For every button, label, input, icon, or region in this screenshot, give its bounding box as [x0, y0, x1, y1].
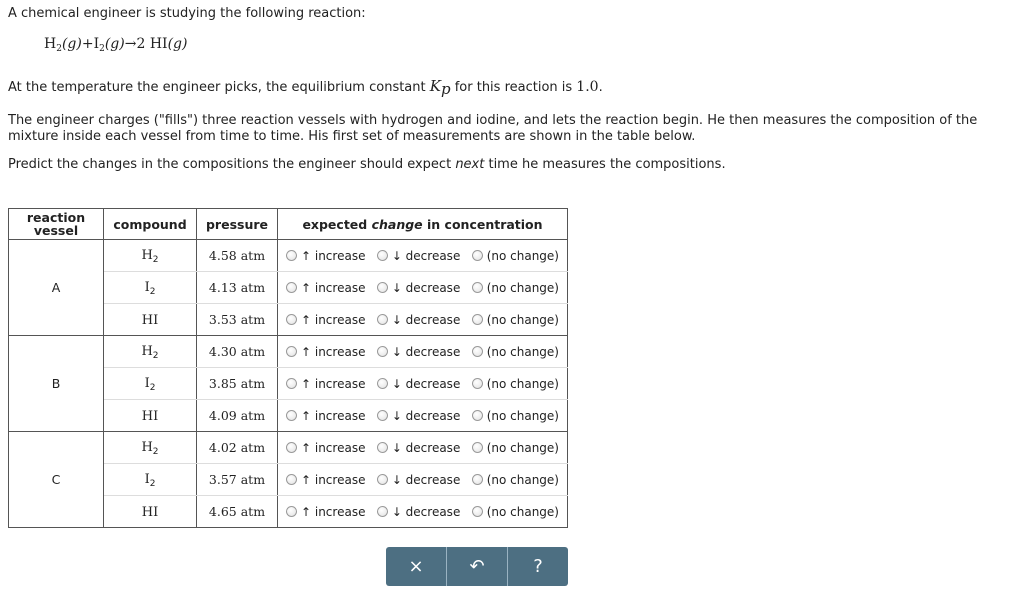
radio-button[interactable] — [377, 410, 388, 421]
equilibrium-constant-text: At the temperature the engineer picks, the equilibrium constant $K_p$ for this reaction is 1.0. — [8, 77, 603, 98]
radio-button[interactable] — [377, 378, 388, 389]
radio-button[interactable] — [472, 314, 483, 325]
compound-cell: $H_2$ — [104, 336, 197, 368]
header-expected-change: expected change in concentration — [278, 209, 568, 240]
no-change-option[interactable]: (no change) — [472, 473, 559, 487]
no-change-option[interactable]: (no change) — [472, 441, 559, 455]
compound-cell: $H_2$ — [104, 240, 197, 272]
no-change-option[interactable]: (no change) — [472, 313, 559, 327]
predict-instruction: Predict the changes in the compositions the engineer should expect next time he measures the compositions. — [8, 157, 726, 172]
table-row — [9, 432, 568, 464]
kp-symbol: K — [429, 77, 441, 95]
radio-button[interactable] — [472, 346, 483, 357]
change-options — [278, 432, 568, 464]
vessel-label: B — [9, 336, 104, 432]
clear-button[interactable]: × — [408, 556, 424, 577]
pressure-cell: 3.57 atm — [197, 464, 278, 496]
intro-text: A chemical engineer is studying the following reaction: — [8, 6, 366, 21]
reaction-equation: $H_2(g)+I_2(g)\to 2$ HI(g) — [44, 36, 188, 54]
vessel-label: C — [9, 432, 104, 528]
change-options — [278, 336, 568, 368]
decrease-option[interactable]: ↓ decrease — [377, 473, 461, 487]
radio-button[interactable] — [472, 410, 483, 421]
pressure-cell: 4.09 atm — [197, 400, 278, 432]
change-options — [278, 272, 568, 304]
radio-button[interactable] — [286, 378, 297, 389]
increase-option[interactable]: ↑ increase — [286, 409, 365, 423]
pressure-cell: 4.65 atm — [197, 496, 278, 528]
help-button[interactable]: ? — [507, 547, 568, 586]
radio-button[interactable] — [286, 474, 297, 485]
increase-option[interactable]: ↑ increase — [286, 313, 365, 327]
change-options — [278, 368, 568, 400]
increase-option[interactable]: ↑ increase — [286, 345, 365, 359]
increase-option[interactable]: ↑ increase — [286, 441, 365, 455]
increase-option[interactable]: ↑ increase — [286, 505, 365, 519]
answer-toolbar — [386, 547, 568, 586]
header-compound: compound — [104, 209, 197, 240]
compound-cell: HI — [104, 400, 197, 432]
decrease-option[interactable]: ↓ decrease — [377, 409, 461, 423]
compound-cell: HI — [104, 496, 197, 528]
header-reaction-vessel: reaction vessel — [9, 209, 104, 240]
increase-option[interactable]: ↑ increase — [286, 473, 365, 487]
decrease-option[interactable]: ↓ decrease — [377, 313, 461, 327]
no-change-option[interactable]: (no change) — [472, 409, 559, 423]
pressure-cell: 3.53 atm — [197, 304, 278, 336]
radio-button[interactable] — [472, 282, 483, 293]
change-options — [278, 240, 568, 272]
radio-button[interactable] — [377, 282, 388, 293]
increase-option[interactable]: ↑ increase — [286, 281, 365, 295]
compound-cell: $H_2$ — [104, 432, 197, 464]
compound-cell: $I_2$ — [104, 368, 197, 400]
radio-button[interactable] — [472, 378, 483, 389]
compound-cell: HI — [104, 304, 197, 336]
radio-button[interactable] — [377, 442, 388, 453]
undo-button[interactable]: ↶ — [446, 547, 507, 586]
charge-description: The engineer charges ("fills") three reaction vessels with hydrogen and iodine, and lets the reaction begin. He then measures the composition of the mixture inside each vessel from time to time. His first set of measurements are shown in the table below. — [8, 113, 978, 144]
no-change-option[interactable]: (no change) — [472, 281, 559, 295]
change-options — [278, 304, 568, 336]
composition-table — [8, 208, 568, 528]
decrease-option[interactable]: ↓ decrease — [377, 345, 461, 359]
pressure-cell: 3.85 atm — [197, 368, 278, 400]
pressure-cell: 4.30 atm — [197, 336, 278, 368]
decrease-option[interactable]: ↓ decrease — [377, 441, 461, 455]
radio-button[interactable] — [472, 250, 483, 261]
no-change-option[interactable]: (no change) — [472, 377, 559, 391]
increase-option[interactable]: ↑ increase — [286, 249, 365, 263]
radio-button[interactable] — [377, 250, 388, 261]
header-pressure: pressure — [197, 209, 278, 240]
compound-cell: $I_2$ — [104, 464, 197, 496]
increase-option[interactable]: ↑ increase — [286, 377, 365, 391]
radio-button[interactable] — [472, 442, 483, 453]
change-options — [278, 464, 568, 496]
decrease-option[interactable]: ↓ decrease — [377, 377, 461, 391]
radio-button[interactable] — [286, 506, 297, 517]
radio-button[interactable] — [377, 346, 388, 357]
no-change-option[interactable]: (no change) — [472, 505, 559, 519]
radio-button[interactable] — [286, 282, 297, 293]
no-change-option[interactable]: (no change) — [472, 249, 559, 263]
radio-button[interactable] — [472, 474, 483, 485]
decrease-option[interactable]: ↓ decrease — [377, 281, 461, 295]
radio-button[interactable] — [286, 442, 297, 453]
radio-button[interactable] — [286, 250, 297, 261]
compound-cell: $I_2$ — [104, 272, 197, 304]
vessel-label: A — [9, 240, 104, 336]
decrease-option[interactable]: ↓ decrease — [377, 249, 461, 263]
radio-button[interactable] — [377, 506, 388, 517]
radio-button[interactable] — [286, 410, 297, 421]
change-options — [278, 496, 568, 528]
pressure-cell: 4.02 atm — [197, 432, 278, 464]
table-row — [9, 336, 568, 368]
no-change-option[interactable]: (no change) — [472, 345, 559, 359]
radio-button[interactable] — [377, 314, 388, 325]
pressure-cell: 4.13 atm — [197, 272, 278, 304]
radio-button[interactable] — [286, 346, 297, 357]
decrease-option[interactable]: ↓ decrease — [377, 505, 461, 519]
change-options — [278, 400, 568, 432]
pressure-cell: 4.58 atm — [197, 240, 278, 272]
radio-button[interactable] — [286, 314, 297, 325]
radio-button[interactable] — [377, 474, 388, 485]
radio-button[interactable] — [472, 506, 483, 517]
kp-value: 1.0 — [576, 79, 599, 95]
table-row — [9, 240, 568, 272]
